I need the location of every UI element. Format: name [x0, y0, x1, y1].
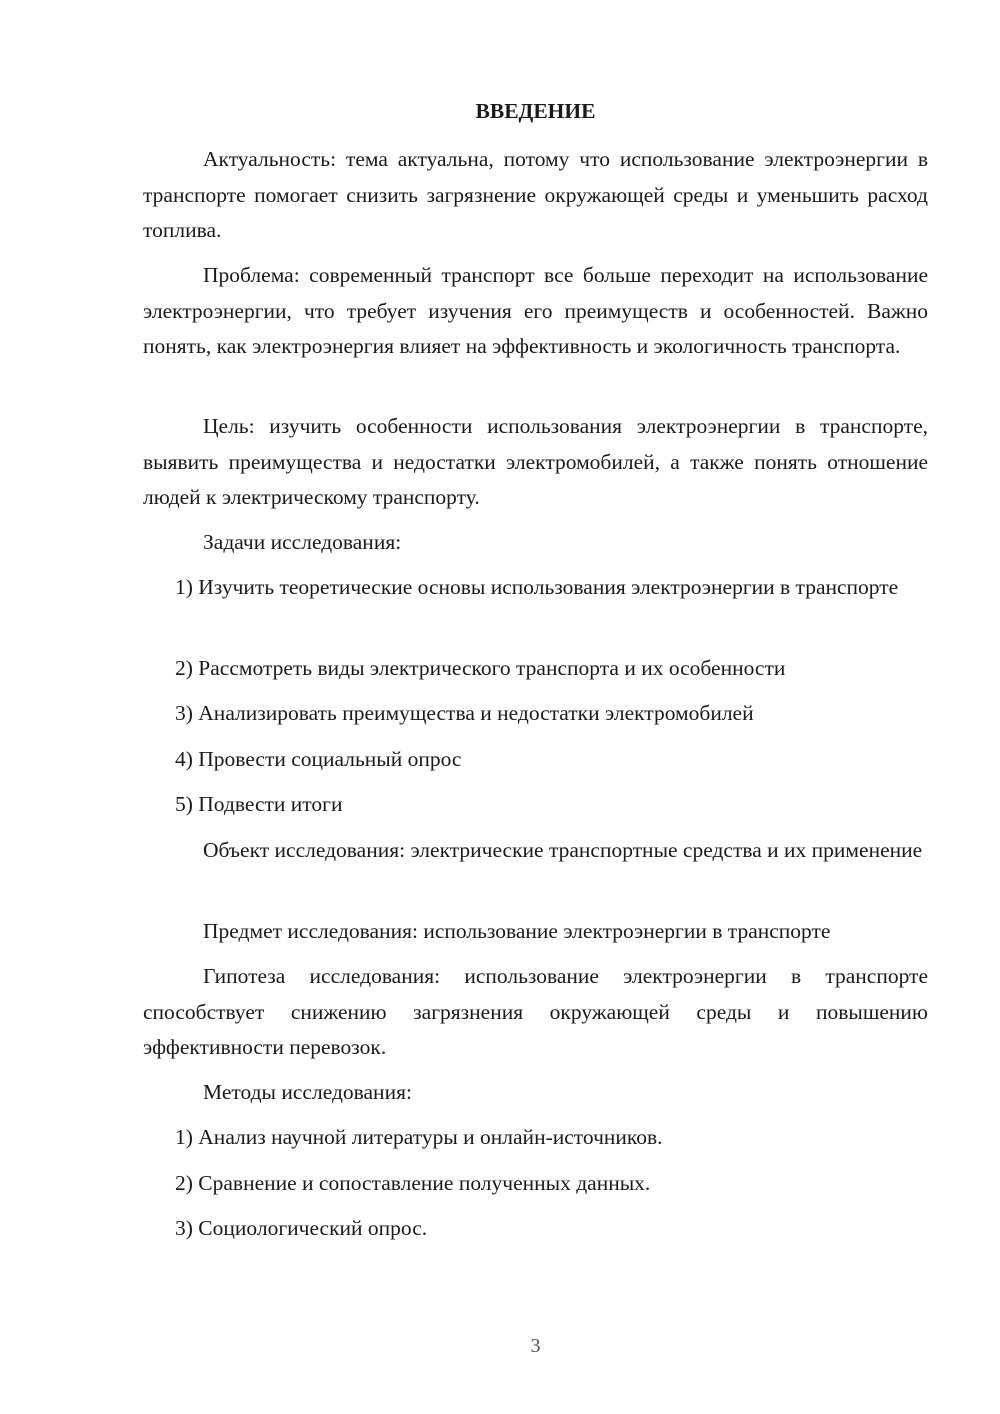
method-item: 2) Сравнение и сопоставление полученных данных.	[175, 1171, 651, 1195]
document-page	[143, 0, 928, 1414]
subject-paragraph: Предмет исследования: использование электроэнергии в транспорте	[203, 919, 831, 943]
goal-paragraph: Цель: изучить особенности использования электроэнергии в транспорте, выявить преимущества и недостатки электромобилей, а также понять отношение людей к электрическому транспорту.	[143, 414, 928, 509]
object-paragraph: Объект исследования: электрические транспортные средства и их применение	[203, 838, 923, 862]
task-item: 5) Подвести итоги	[175, 792, 343, 816]
page-title: ВВЕДЕНИЕ	[475, 99, 596, 123]
task-item: 1) Изучить теоретические основы использования электроэнергии в транспорте	[175, 575, 899, 599]
tasks-heading: Задачи исследования:	[203, 530, 402, 554]
method-item: 3) Социологический опрос.	[175, 1216, 428, 1240]
method-item: 1) Анализ научной литературы и онлайн-источников.	[175, 1125, 663, 1149]
relevance-paragraph: Актуальность: тема актуальна, потому что использование электроэнергии в транспорте помогает снизить загрязнение окружающей среды и уменьшить расход топлива.	[143, 147, 928, 242]
task-item: 3) Анализировать преимущества и недостатки электромобилей	[175, 701, 754, 725]
task-item: 2) Рассмотреть виды электрического транспорта и их особенности	[175, 656, 786, 680]
task-item: 4) Провести социальный опрос	[175, 747, 462, 771]
methods-heading: Методы исследования:	[203, 1080, 412, 1104]
hypothesis-paragraph: Гипотеза исследования: использование электроэнергии в транспорте способствует снижению загрязнения окружающей среды и повышению эффективности перевозок.	[143, 964, 928, 1059]
page-number: 3	[530, 1335, 541, 1357]
problem-paragraph: Проблема: современный транспорт все больше переходит на использование электроэнергии, что требует изучения его преимуществ и особенностей. Важно понять, как электроэнергия влияет на эффективность и экологичность транспорта.	[143, 263, 928, 358]
